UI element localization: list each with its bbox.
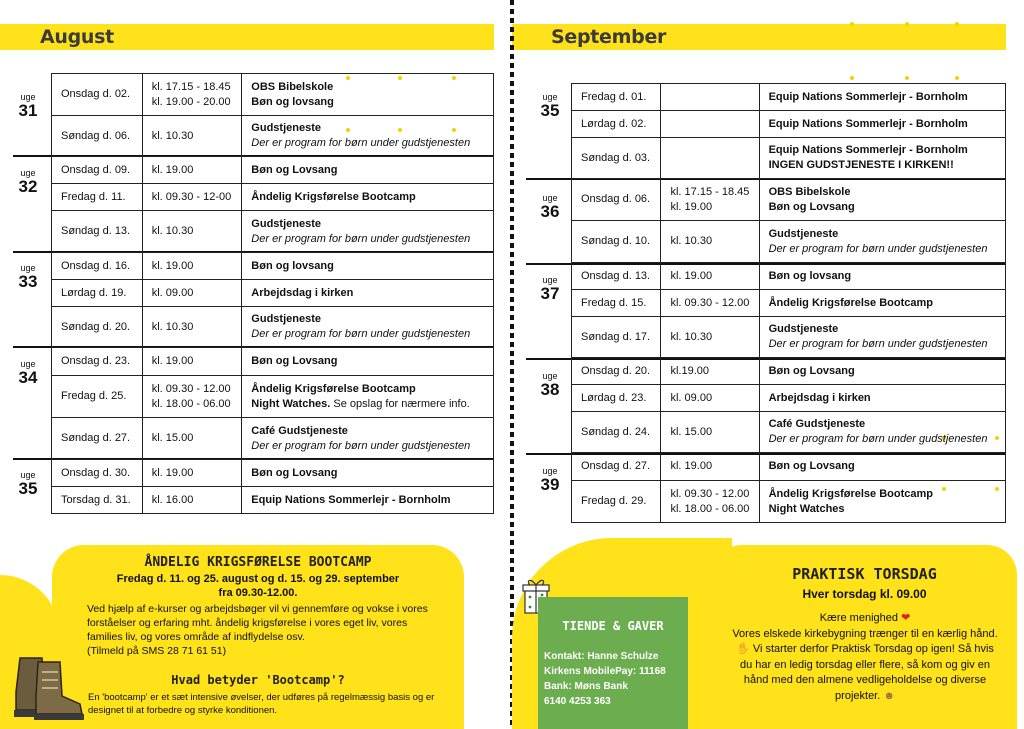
table-row <box>572 317 1006 358</box>
week-label: uge 38 <box>540 371 560 399</box>
time-cell <box>661 138 759 179</box>
table-row <box>52 116 494 157</box>
bootcamp-dates: Fredag d. 11. og 25. august og d. 15. og 29. september <box>116 573 400 585</box>
time-cell: kl.19.00 <box>661 358 759 385</box>
bootcamp-description: Ved hjælp af e-kurser og arbejdsbøger vil vi gennemføre og vokse i vores forståelser og erfaring mht. åndelig krigsførelse i vores eget liv, vores families liv, og vores område af indflydelse osv. (Tilmeld på SMS 28 71 61 51) <box>87 602 437 658</box>
week-label: uge 37 <box>540 275 560 303</box>
day-cell: Lørdag d. 19. <box>52 280 143 307</box>
table-row <box>52 74 494 116</box>
tiende-box <box>538 597 688 729</box>
table-row <box>52 418 494 460</box>
day-cell: Onsdag d. 16. <box>52 253 143 280</box>
table-row <box>52 348 494 376</box>
event-cell: Åndelig Krigsførelse Bootcamp Night Watches. Se opslag for nærmere info. <box>242 376 494 418</box>
bootcamp-box <box>52 545 464 729</box>
heart-icon: ❤ <box>901 612 911 624</box>
time-cell: kl. 16.00 <box>142 487 242 514</box>
table-row <box>572 358 1006 385</box>
table-row <box>52 184 494 211</box>
day-cell: Torsdag d. 31. <box>52 487 143 514</box>
decor-dot <box>905 22 909 26</box>
table-row <box>52 460 494 487</box>
event-cell: Åndelig Krigsførelse Bootcamp Night Watches <box>759 481 1005 523</box>
event-cell: Gudstjeneste Der er program for børn under gudstjenesten <box>242 211 494 253</box>
time-cell: kl. 19.00 <box>142 157 242 184</box>
praktisk-box <box>712 545 1017 729</box>
table-row <box>52 253 494 280</box>
time-cell: kl. 19.00 <box>661 263 759 290</box>
event-cell: Café Gudstjeneste Der er program for børn under gudstjenesten <box>242 418 494 460</box>
day-cell: Onsdag d. 23. <box>52 348 143 376</box>
bootcamp-time: fra 09.30-12.00. <box>218 587 298 599</box>
event-cell: Åndelig Krigsførelse Bootcamp <box>242 184 494 211</box>
day-cell: Onsdag d. 06. <box>572 179 661 221</box>
table-row <box>52 487 494 514</box>
table-row <box>572 111 1006 138</box>
week-label: uge 36 <box>540 193 560 221</box>
time-cell: kl. 10.30 <box>142 211 242 253</box>
table-row <box>572 481 1006 523</box>
event-cell: Arbejdsdag i kirken <box>759 385 1005 412</box>
event-cell: Equip Nations Sommerlejr - Bornholm <box>242 487 494 514</box>
august-schedule-table <box>51 73 494 514</box>
time-cell: kl. 09.00 <box>142 280 242 307</box>
week-label: uge 35 <box>18 470 38 498</box>
table-row <box>572 138 1006 179</box>
table-row <box>572 385 1006 412</box>
time-cell: kl. 15.00 <box>142 418 242 460</box>
time-cell: kl. 15.00 <box>661 412 759 453</box>
day-cell: Onsdag d. 27. <box>572 453 661 481</box>
day-cell: Fredag d. 11. <box>52 184 143 211</box>
day-cell: Onsdag d. 09. <box>52 157 143 184</box>
bootcamp-title: ÅNDELIG KRIGSFØRELSE BOOTCAMP <box>144 555 372 570</box>
table-row <box>52 280 494 307</box>
table-row <box>572 221 1006 263</box>
event-cell: Equip Nations Sommerlejr - Bornholm <box>759 111 1005 138</box>
praktisk-subtitle: Hver torsdag kl. 09.00 <box>802 587 927 601</box>
day-cell: Søndag d. 13. <box>52 211 143 253</box>
decor-dot <box>905 76 909 80</box>
day-cell: Søndag d. 06. <box>52 116 143 157</box>
decor-dot <box>850 22 854 26</box>
time-cell <box>661 111 759 138</box>
event-cell: Gudstjeneste Der er program for børn under gudstjenesten <box>759 221 1005 263</box>
tiende-bank: Bank: Møns Bank <box>544 681 628 692</box>
week-label: uge 33 <box>18 263 38 291</box>
day-cell: Fredag d. 01. <box>572 84 661 111</box>
time-cell: kl. 09.30 - 12-00 <box>142 184 242 211</box>
september-schedule-table <box>571 83 1006 523</box>
time-cell <box>661 84 759 111</box>
day-cell: Fredag d. 29. <box>572 481 661 523</box>
time-cell: kl. 10.30 <box>142 307 242 348</box>
table-row <box>52 307 494 348</box>
event-cell: Åndelig Krigsførelse Bootcamp <box>759 290 1005 317</box>
table-row <box>52 211 494 253</box>
table-row <box>572 290 1006 317</box>
table-row <box>52 157 494 184</box>
event-cell: OBS Bibelskole Bøn og lovsang <box>242 74 494 116</box>
event-cell: Equip Nations Sommerlejr - Bornholm INGEN GUDSTJENESTE I KIRKEN!! <box>759 138 1005 179</box>
week-label: uge 39 <box>540 466 560 494</box>
event-cell: Bøn og Lovsang <box>759 358 1005 385</box>
time-cell: kl. 09.00 <box>661 385 759 412</box>
praktisk-text: Kære menighed ❤ Vores elskede kirkebygning trænger til en kærlig hånd. ✋ Vi starter derfor Praktisk Torsdag op igen! Så hvis du har en ledig torsdag eller flere, så kom og giv en hånd med den almene vedligeholdelse og diverse projekter. ☻ <box>732 612 998 702</box>
time-cell: kl. 17.15 - 18.45 kl. 19.00 <box>661 179 759 221</box>
time-cell: kl. 10.30 <box>142 116 242 157</box>
event-cell: Gudstjeneste Der er program for børn under gudstjenesten <box>759 317 1005 358</box>
bootcamp-answer: En 'bootcamp' er et sæt intensive øvelser, der udføres på regelmæssig basis og er designet til at forbedre og styrke konditionen. <box>88 692 435 716</box>
day-cell: Onsdag d. 30. <box>52 460 143 487</box>
table-row <box>572 453 1006 481</box>
tiende-title: TIENDE & GAVER <box>562 619 664 633</box>
tiende-account: 6140 4253 363 <box>544 696 611 707</box>
week-label: uge 31 <box>18 92 38 120</box>
time-cell: kl. 10.30 <box>661 221 759 263</box>
event-cell: Bøn og lovsang <box>759 263 1005 290</box>
day-cell: Onsdag d. 20. <box>572 358 661 385</box>
event-cell: Bøn og Lovsang <box>242 348 494 376</box>
day-cell: Fredag d. 15. <box>572 290 661 317</box>
time-cell: kl. 19.00 <box>142 348 242 376</box>
bootcamp-question: Hvad betyder 'Bootcamp'? <box>171 673 345 687</box>
table-row <box>52 376 494 418</box>
time-cell: kl. 19.00 <box>142 460 242 487</box>
time-cell: kl. 09.30 - 12.00 kl. 18.00 - 06.00 <box>661 481 759 523</box>
day-cell: Søndag d. 20. <box>52 307 143 348</box>
bootcamp-signup: (Tilmeld på SMS 28 71 61 51) <box>87 645 227 657</box>
day-cell: Onsdag d. 02. <box>52 74 143 116</box>
week-label: uge 32 <box>18 168 38 196</box>
day-cell: Lørdag d. 02. <box>572 111 661 138</box>
table-row <box>572 412 1006 453</box>
august-title: August <box>40 26 114 48</box>
day-cell: Søndag d. 03. <box>572 138 661 179</box>
day-cell: Søndag d. 17. <box>572 317 661 358</box>
day-cell: Onsdag d. 13. <box>572 263 661 290</box>
day-cell: Søndag d. 27. <box>52 418 143 460</box>
day-cell: Fredag d. 25. <box>52 376 143 418</box>
september-title: September <box>551 26 667 48</box>
time-cell: kl. 09.30 - 12.00 kl. 18.00 - 06.00 <box>142 376 242 418</box>
event-cell: Bøn og lovsang <box>242 253 494 280</box>
decor-dot <box>955 22 959 26</box>
time-cell: kl. 17.15 - 18.45 kl. 19.00 - 20.00 <box>142 74 242 116</box>
event-cell: Bøn og Lovsang <box>242 157 494 184</box>
event-cell: OBS Bibelskole Bøn og Lovsang <box>759 179 1005 221</box>
smile-icon: ☻ <box>883 689 895 702</box>
time-cell: kl. 19.00 <box>142 253 242 280</box>
day-cell: Søndag d. 24. <box>572 412 661 453</box>
event-cell: Gudstjeneste Der er program for børn under gudstjenesten <box>242 307 494 348</box>
table-row <box>572 84 1006 111</box>
hands-icon: ✋ <box>736 643 750 655</box>
week-label: uge 35 <box>540 92 560 120</box>
event-cell: Bøn og Lovsang <box>759 453 1005 481</box>
event-cell: Arbejdsdag i kirken <box>242 280 494 307</box>
event-cell: Equip Nations Sommerlejr - Bornholm <box>759 84 1005 111</box>
week-label: uge 34 <box>18 359 38 387</box>
table-row <box>572 179 1006 221</box>
time-cell: kl. 09.30 - 12.00 <box>661 290 759 317</box>
time-cell: kl. 19.00 <box>661 453 759 481</box>
day-cell: Søndag d. 10. <box>572 221 661 263</box>
event-cell: Café Gudstjeneste Der er program for børn under gudstjenesten <box>759 412 1005 453</box>
tiende-mobilepay: Kirkens MobilePay: 11168 <box>544 666 666 677</box>
day-cell: Lørdag d. 23. <box>572 385 661 412</box>
boots-icon <box>8 652 90 722</box>
table-row <box>572 263 1006 290</box>
decor-dot <box>955 76 959 80</box>
time-cell: kl. 10.30 <box>661 317 759 358</box>
tiende-contact: Kontakt: Hanne Schulze <box>544 651 659 662</box>
decor-dot <box>850 76 854 80</box>
praktisk-title: PRAKTISK TORSDAG <box>792 565 937 583</box>
event-cell: Gudstjeneste Der er program for børn under gudstjenesten <box>242 116 494 157</box>
event-cell: Bøn og Lovsang <box>242 460 494 487</box>
